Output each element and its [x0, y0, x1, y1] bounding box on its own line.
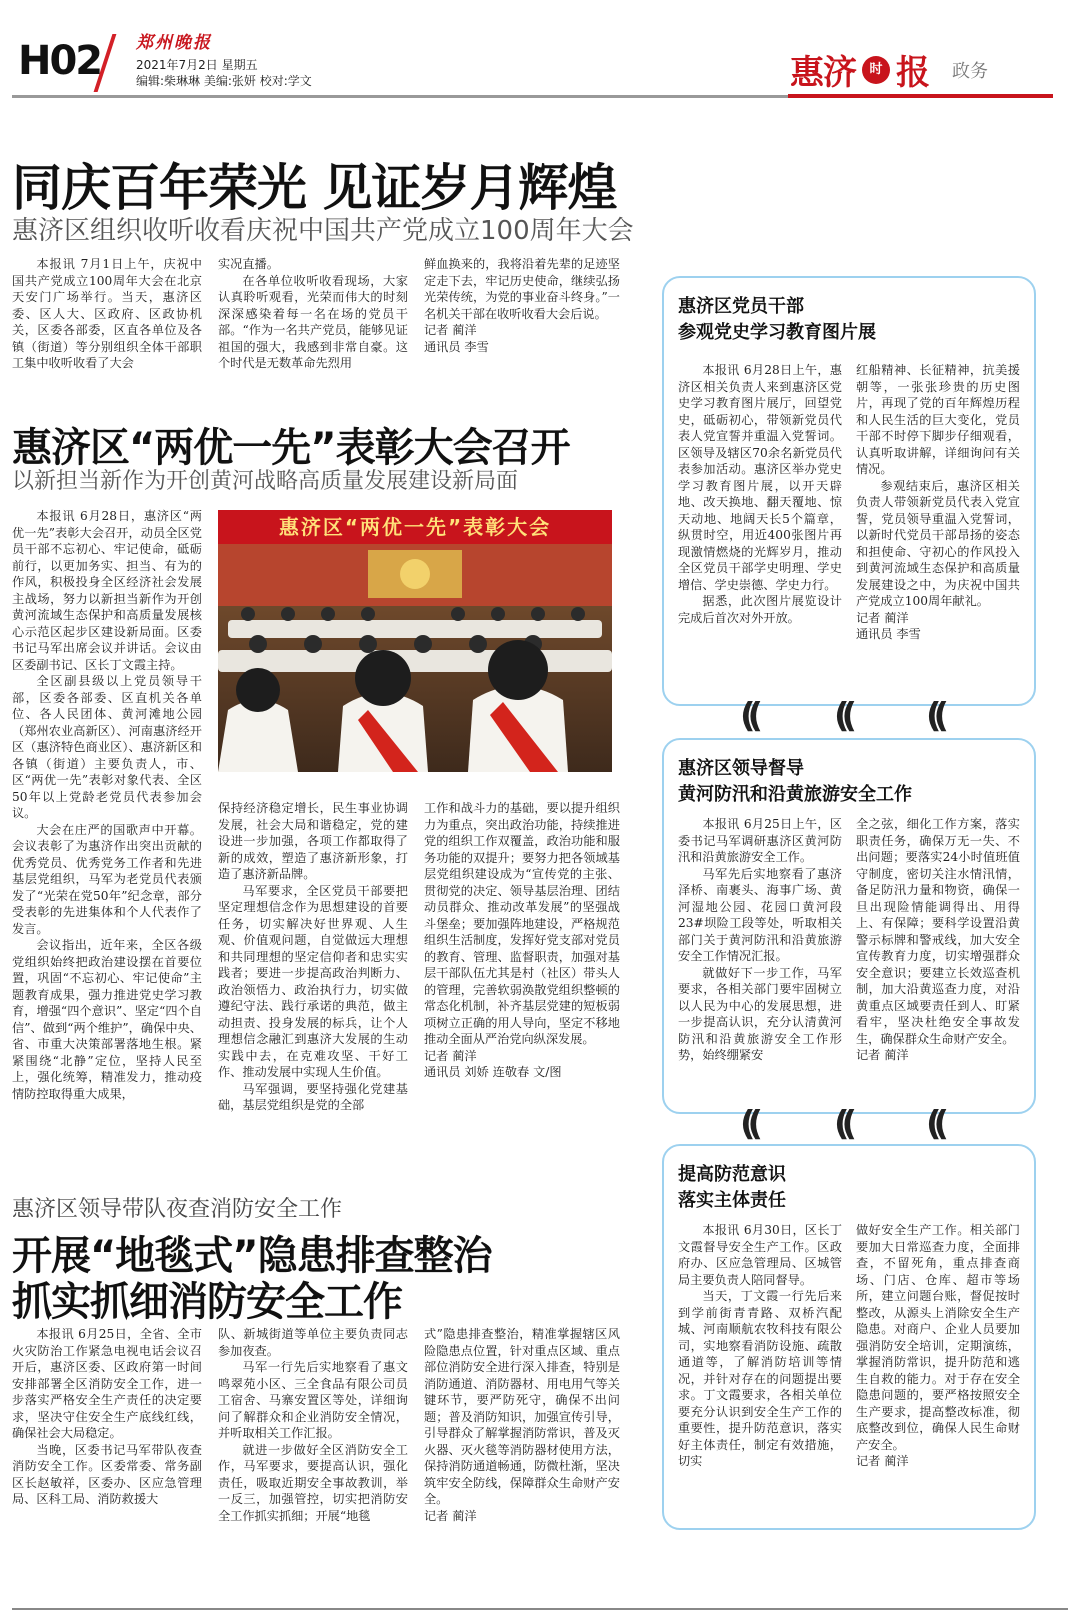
photo-banner: 惠济区“两优一先”表彰大会	[218, 510, 612, 544]
article1-title: 同庆百年荣光 见证岁月辉煌	[12, 159, 617, 217]
page-bottom-rule	[12, 1608, 1068, 1610]
article1-correspondent: 通讯员 李雪	[424, 339, 489, 354]
box3-col1: 本报讯 6月30日，区长丁文霞督导安全生产工作。区政府办、区应急管理局、区城管局主要负责人陪同督导。 当天，丁文霞一行先后来到学前街青青路、双桥汽配城、河南顺航农牧科技有限公司，实地察看消防设施、疏散通道等，了解消防培训等情况，并针对存在的问题提出要求。丁文霞要求，各相关单位要充分认识到安全生产工作的重要性，提升防范意识，落实好主体责任，制定有效措施，切实	[678, 1223, 842, 1468]
article3-kicker: 惠济区领导带队夜查消防安全工作	[12, 1197, 343, 1222]
article3-col3: 式”隐患排查整治，精准掌握辖区风险隐患点位置，针对重点区域、重点部位消防安全进行深入排查，特别是消防通道、消防器材、用电用气等关键环节，要严防死守，确保不出问题；普及消防知识，加强宣传引导，引导群众了解掌握消防常识，普及灭火器、灭火毯等消防器材使用方法，保持消防通道畅通，防微杜渐，坚决筑牢安全防线，保障群众生命财产安全。 记者 蔺洋	[424, 1327, 620, 1523]
header-rule	[12, 95, 788, 98]
article3-title-line1: 开展“地毯式”隐患排查整治	[12, 1233, 492, 1279]
section-label: 政务	[952, 60, 988, 82]
box1-title-line1: 惠济区党员干部	[678, 296, 804, 317]
article1-reporter: 记者 蔺洋	[424, 323, 477, 337]
box1-col2: 红船精神、长征精神，抗美援朝等，一张张珍贵的历史图片，再现了党的百年辉煌历程和人民生活的巨大变化，党员干部不时停下脚步仔细观看，认真听取讲解，详细询问有关情况。 参观结束后，惠济区相关负责人带领新党员代表入党宣誓，党员领导重温入党誓词，以新时代党员干部昂扬的姿态和担使命、守初心的作风投入到黄河流域生态保护和高质量发展建设之中，为庆祝中国共产党成立100周年献礼。 记者 蔺洋 通讯员 李雪	[856, 363, 1020, 641]
box1-col1: 本报讯 6月28日上午，惠济区相关负责人来到惠济区党史学习教育图片展厅，回望党史，砥砺初心，带领新党员代表人党宣誓并重温入党誓词。区领导及辖区70余名新党员代表参加活动。惠济区举办党史学习教育图片展，以开天辟地、改天换地、翻天覆地、惊天动地、地阔天长5个篇章，纵贯时空，用近400张图片再现激情燃烧的光辉岁月，推动全区党员干部学史明理、学史增信、学史崇德、学史力行。 据悉，此次图片展览设计完成后首次对外开放。	[678, 363, 842, 625]
box3-reporter: 记者 蔺洋	[856, 1454, 909, 1468]
brand-main: 惠济	[790, 53, 856, 93]
box2-col2: 全之弦，细化工作方案，落实职责任务，确保万无一失、不出问题；要落实24小时值班值守制度，密切关注水情汛情，备足防汛力量和物资，确保一旦出现险情能调得出、用得上、有保障；要科学设置沿黄警示标牌和警戒线，加大安全宣传教育力度，切实增强群众安全意识；要建立长效巡查机制，加大沿黄巡查力度，对沿黄重点区域要责任到人、盯紧看牢，坚决杜绝安全事故发生，确保群众生命财产安全。 记者 蔺洋	[856, 817, 1020, 1062]
brand-badge: 时	[862, 56, 890, 84]
issue-date: 2021年7月2日 星期五	[136, 58, 258, 72]
chain-link-icon: ((	[926, 696, 942, 736]
article2-col1: 本报讯 6月28日，惠济区“两优一先”表彰大会召开，动员全区党员干部不忘初心、牢记使命，砥砺前行，以更加务实、担当、有为的作风，积极投身全区经济社会发展主战场，努力以新担当新作为开创黄河流域生态保护和高质量发展核心示范区起步区建设新局面。区委书记马军出席会议并讲话。会议由区委副书记、区长丁文霞主持。 全区副县级以上党员领导干部，区委各部委、区直机关各单位、各人民团体、黄河滩地公园（郑州农业高新区）、河南惠济经开区（惠济特色商业区）、惠济新区和各镇（街道）主要负责人，市、区“两优一先”表彰对象代表、全区50年以上党龄老党员代表参加会议。 大会在庄严的国歌声中开幕。会议表彰了为惠济作出突出贡献的优秀党员、优秀党务工作者和先进基层党组织，马军为老党员代表颁发了“光荣在党50年”纪念章，部分受表彰的先进集体和个人代表作了发言。 会议指出，近年来，全区各级党组织始终把政治建设摆在首要位置，巩固“不忘初心、牢记使命”主题教育成果，强力推进党史学习教育，增强“四个意识”、坚定“四个自信”、做到“两个维护”，确保中央、省、市重大决策部署落地生根。紧紧围绕“北静”定位，坚持人民至上，强化统筹，精准发力，推动疫情防控取得重大成果，	[12, 509, 202, 1101]
box3-title-line1: 提高防范意识	[678, 1164, 786, 1185]
article3-reporter: 记者 蔺洋	[424, 1508, 477, 1523]
article1-subtitle: 惠济区组织收听收看庆祝中国共产党成立100周年大会	[12, 216, 634, 246]
article1-col2: 实况直播。 在各单位收听收看现场，大家认真聆听观看，光荣而伟大的时刻深深感染着每一名在场的党员干部。“作为一名共产党员，能够见证祖国的强大，我感到非常自豪。这个时代是无数革命先烈用	[218, 257, 408, 370]
article1-col3: 鲜血换来的，我将沿着先辈的足迹坚定走下去，牢记历史使命，继续弘扬光荣传统，为党的事业奋斗终身。”一名机关干部在收听收看大会后说。 记者 蔺洋 通讯员 李雪	[424, 257, 620, 354]
article3-col2: 队、新城街道等单位主要负责同志参加夜查。 马军一行先后实地察看了惠文鸣翠苑小区、三全食品有限公司员工宿舍、马寨安置区等处，详细询问了解群众和企业消防安全情况，并听取相关工作汇报。 就进一步做好全区消防安全工作，马军要求，要提高认识，强化责任，吸取近期安全事故教训，举一反三，加强管控，切实把消防安全工作抓实抓细；开展“地毯	[218, 1327, 408, 1523]
box2-col1: 本报讯 6月25日上午，区委书记马军调研惠济区黄河防汛和沿黄旅游安全工作。 马军先后实地察看了惠济泽桥、南裹头、海事广场、黄河湿地公园、花园口黄河段23#坝险工段等处，听取相关部门关于黄河防汛和沿黄旅游安全工作情况汇报。 就做好下一步工作，马军要求，各相关部门要牢固树立以人民为中心的发展思想，进一步提高认识，充分认清黄河防汛和沿黄旅游安全工作形势，始终绷紧安	[678, 817, 842, 1062]
box1-title-line2: 参观党史学习教育图片展	[678, 322, 876, 343]
chain-link-icon: ((	[834, 696, 850, 736]
box1-correspondent: 通讯员 李雪	[856, 627, 921, 641]
chain-link-icon: ((	[926, 1104, 942, 1144]
chain-link-icon: ((	[740, 696, 756, 736]
section-brand	[790, 45, 988, 94]
article2-subtitle: 以新担当新作为开创黄河战略高质量发展建设新局面	[12, 469, 519, 494]
chain-link-icon: ((	[740, 1104, 756, 1144]
box2-title-line2: 黄河防汛和沿黄旅游安全工作	[678, 784, 912, 805]
box3-col2: 做好安全生产工作。相关部门要加大日常巡查力度，全面排查，不留死角，重点排查商场、门店、仓库、超市等场所，建立问题台账，督促按时整改，从源头上消除安全生产隐患。对商户、企业人员要加强消防安全培训，定期演练，掌握消防常识，提升防范和逃生自救的能力。对于存在安全隐患问题的，要严格按照安全生产要求，提高整改标准，彻底整改到位，确保人民生命财产安全。 记者 蔺洋	[856, 1223, 1020, 1468]
chain-link-icon: ((	[834, 1104, 850, 1144]
article2-title: 惠济区“两优一先”表彰大会召开	[12, 425, 570, 471]
article2-reporter: 记者 蔺洋	[424, 1048, 477, 1063]
page-code: H02	[18, 38, 102, 84]
box2-reporter: 记者 蔺洋	[856, 1048, 909, 1062]
article2-correspondents: 通讯员 刘娇 连敬春 文/图	[424, 1065, 562, 1079]
article2-col3: 工作和战斗力的基础，要以提升组织力为重点，突出政治功能，持续推进党的组织工作双覆盖，政治功能和服务功能的双提升；要努力把各领域基层党组织建设成为“宣传党的主张、贯彻党的决定、领导基层治理、团结动员群众、推动改革发展”的坚强战斗堡垒；要加强阵地建设，严格规范组织生活制度，发挥好党支部对党员的教育、管理、监督职责，加强对基层干部队伍尤其是村（社区）带头人的管理，完善软弱涣散党组织整顿的常态化机制，补齐基层党建的短板弱项树立正确的用人导向，坚定不移地推动全面从严治党向纵深发展。 记者 蔺洋 通讯员 刘娇 连敬春 文/图	[424, 801, 620, 1079]
ceremony-scene-illustration	[218, 510, 612, 772]
box1-reporter: 记者 蔺洋	[856, 610, 909, 625]
brand-bao: 报	[896, 53, 930, 93]
box3-title-line2: 落实主体责任	[678, 1190, 786, 1211]
header-red-rule	[788, 94, 1053, 98]
article3-title-line2: 抓实抓细消防安全工作	[12, 1279, 402, 1325]
article1-col1: 本报讯 7月1日上午，庆祝中国共产党成立100周年大会在北京天安门广场举行。当天，惠济区委、区人大、区政府、区政协机关，区委各部委，区直各单位及各镇（街道）等分别组织全体干部职工集中收听收看了大会	[12, 257, 202, 370]
award-ceremony-photo	[218, 510, 612, 772]
newspaper-logo: 郑州晚报	[136, 33, 212, 53]
article2-col2: 保持经济稳定增长，民生事业协调发展，社会大局和谐稳定，党的建设进一步加强，各项工作都取得了新的成效，塑造了惠济新形象，打造了惠济新品牌。 马军要求，全区党员干部要把坚定理想信念作为思想建设的首要任务，切实解决好世界观、人生观、价值观问题，自觉做远大理想和共同理想的坚定信仰者和忠实实践者；要进一步提高政治判断力、政治领悟力、政治执行力，切实做遵纪守法、践行承诺的典范，做主动担责、投身发展的标兵，让个人理想信念融汇到惠济大发展的生动实践中去，在克难攻坚、干好工作、推动发展中实现人生价值。 马军强调，要坚持强化党建基础，基层党组织是党的全部	[218, 801, 408, 1112]
editors-credit: 编辑:柴琳琳 美编:张妍 校对:学文	[136, 74, 312, 88]
box2-title-line1: 惠济区领导督导	[678, 758, 804, 779]
article3-col1: 本报讯 6月25日，全省、全市火灾防治工作紧急电视电话会议召开后，惠济区委、区政府第一时间安排部署全区消防安全工作，进一步落实严格安全生产责任的决定要求，坚决守住安全生产底线红线，确保社会大局稳定。 当晚，区委书记马军带队夜查消防安全工作。区委常委、常务副区长赵敏祥，区委办、区应急管理局、区科工局、消防救援大	[12, 1327, 202, 1506]
